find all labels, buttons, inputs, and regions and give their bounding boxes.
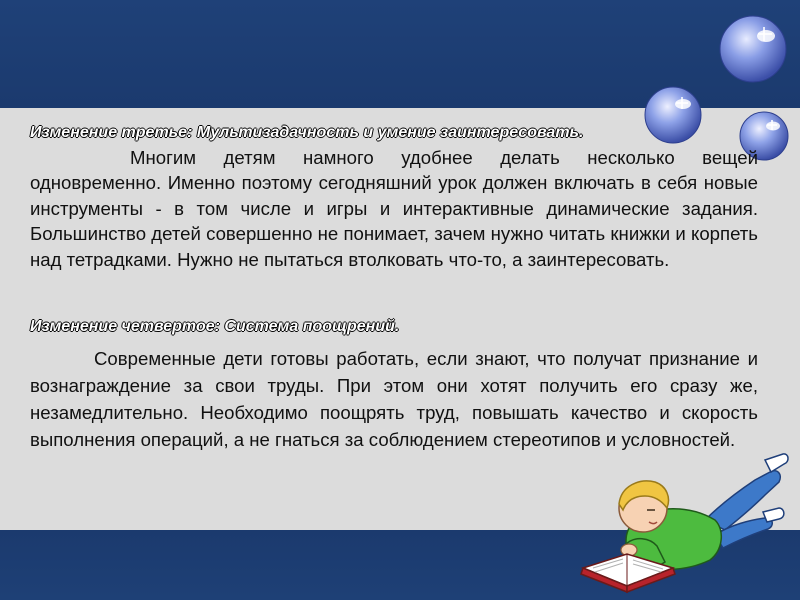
bubble-icon	[718, 14, 788, 84]
reading-boy-icon	[565, 450, 790, 595]
paragraph-change-four: Современные дети готовы работать, если знают, что получат признание и вознаграждение за свои труды. При этом они хотят получить его сразу же, незамедлительно. Необходимо поощрять труд, повышать качество и скорость выполнения операций, а не гнаться за соблюдением стереотипов и условностей.	[30, 348, 758, 450]
heading-change-four: Изменение четвертое: Система поощрений.	[30, 318, 400, 335]
bubble-icon	[643, 85, 703, 145]
heading-change-three: Изменение третье: Мультизадачность и умение заинтересовать.	[30, 124, 584, 141]
paragraph-change-three: Многим детям намного удобнее делать несколько вещей одновременно. Именно поэтому сегодняшний урок должен включать в себя новые инструменты - в том числе и игры и интерактивные динамические задания. Большинство детей совершенно не понимает, зачем нужно читать книжки и корпеть над тетрадками. Нужно не пытаться втолковать что-то, а заинтересовать.	[30, 147, 758, 270]
